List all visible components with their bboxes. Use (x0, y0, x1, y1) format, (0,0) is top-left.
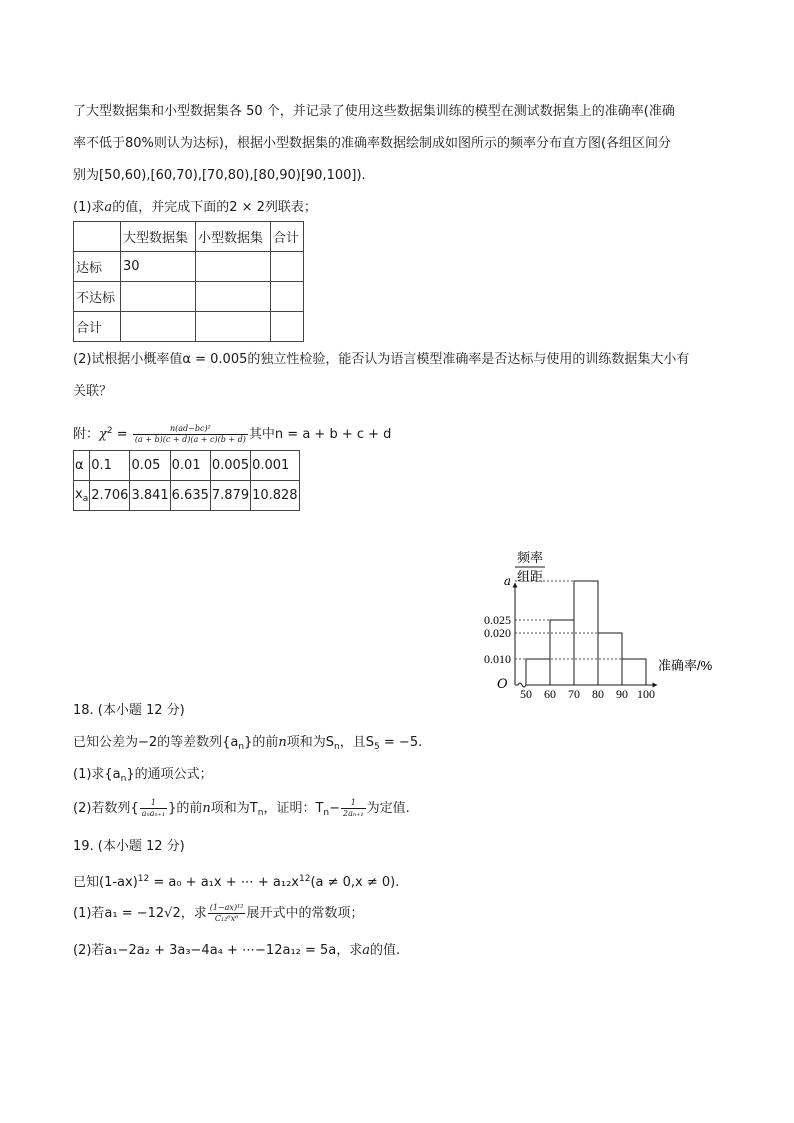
table-cell: 0.01 (170, 451, 210, 481)
table-cell (121, 312, 196, 342)
table-row (74, 312, 304, 342)
q18-text: ，且S (339, 735, 375, 750)
x-tick-label: 80 (592, 687, 604, 698)
histogram-bar (526, 659, 550, 685)
q18-text: 已知公差为−2的等差数列{a (73, 735, 239, 750)
question-1 (73, 200, 317, 216)
question-2-line-1: (2)试根据小概率值α = 0.005的独立性检验，能否认为语言模型准确率是否达标与使用的训练数据集大小有 (73, 352, 690, 367)
question-19-part-1 (73, 903, 364, 925)
critical-value-table (73, 450, 300, 511)
table-cell (271, 282, 304, 312)
q18-p1-text: }的通项公式； (126, 767, 213, 782)
table-cell: 合计 (271, 222, 304, 252)
table-cell: 合计 (74, 312, 121, 342)
q18-text: 项和为S (286, 735, 335, 750)
q1-var: a (104, 200, 113, 215)
chi-symbol: χ (99, 427, 107, 442)
q18-subscript: n (238, 742, 245, 752)
q18-text: = −5. (379, 735, 423, 750)
histogram-bar (598, 633, 622, 685)
histogram-bar (574, 581, 598, 685)
origin-label: O (497, 677, 508, 692)
fraction-denominator: 2aₙ₊₁ (343, 809, 364, 818)
table-row (74, 282, 304, 312)
q18-text: }的前 (244, 735, 279, 750)
formula-denominator: (a + b)(c + d)(a + c)(b + d) (134, 435, 246, 444)
question-19-part-2 (73, 943, 400, 959)
q18-p2-subscript: n (257, 808, 264, 818)
table-cell (271, 252, 304, 282)
q1-suffix: 的值，并完成下面的2 × 2列联表； (112, 200, 317, 215)
q18-p1-subscript: n (120, 774, 127, 784)
q19-text: 已知(1-ax) (73, 875, 138, 890)
q19-p2-variable: a (362, 943, 371, 958)
q18-p2-text: − (329, 801, 341, 816)
table-cell: 0.05 (130, 451, 170, 481)
q19-p2-text: (2)若a₁−2a₂ + 3a₃−4a₄ + ⋯−12a₁₂ = 5a，求 (73, 943, 363, 958)
table-cell (121, 282, 196, 312)
table-cell: 10.828 (251, 481, 300, 511)
table-cell: 大型数据集 (121, 222, 196, 252)
q18-p2-variable: n (202, 801, 211, 816)
q18-subscript: n (334, 742, 340, 752)
q19-p1-text: 展开式中的常数项； (246, 906, 364, 921)
fraction-numerator: (1−ax)¹² (209, 903, 244, 912)
fraction-denominator: C₁₂⁶x⁶ (214, 914, 239, 923)
table-cell: 3.841 (130, 481, 170, 511)
y-tick-labels (484, 574, 511, 666)
q18-p2-text: 为定值. (366, 801, 410, 816)
table-cell (271, 312, 304, 342)
table-row (74, 222, 304, 252)
chi-exponent: 2 (106, 426, 113, 436)
x-tick-label: 70 (568, 687, 580, 698)
formula-prefix: 附： (73, 427, 100, 442)
q18-subscript: 5 (374, 742, 380, 752)
q19-superscript: 12 (298, 874, 311, 884)
question-19-header: 19. (本小题 12 分) (73, 839, 185, 854)
intro-line-2: 率不低于80%则认为达标)，根据小型数据集的准确率数据绘制成如图所示的频率分布直方图(各组区间分 (73, 136, 672, 151)
table-cell: 6.635 (170, 481, 210, 511)
question-19-statement (73, 871, 399, 891)
frequency-histogram (465, 543, 725, 698)
x-axis-label: 准确率/% (658, 658, 713, 673)
table-cell: 30 (121, 252, 196, 282)
q1-prefix: (1)求 (73, 200, 105, 215)
formula-fraction (133, 424, 248, 445)
q18-p2-text: ，证明：T (263, 801, 324, 816)
y-axis-label-numerator: 频率 (516, 550, 544, 565)
table-cell: 不达标 (74, 282, 121, 312)
x-label-sub: a (82, 494, 89, 504)
table-row (74, 481, 300, 511)
q18-p2-fraction (140, 798, 167, 819)
q19-superscript: 12 (137, 874, 150, 884)
question-2-line-2: 关联？ (73, 384, 113, 399)
q19-text: = a₀ + a₁x + ⋯ + a₁₂x (149, 875, 299, 890)
contingency-table (73, 221, 304, 342)
x-tick-label: 100 (637, 687, 655, 698)
q19-p1-fraction (208, 903, 246, 924)
table-cell (196, 312, 271, 342)
formula-suffix: 其中n = a + b + c + d (248, 427, 392, 442)
table-cell: 0.005 (210, 451, 250, 481)
question-18-header: 18. (本小题 12 分) (73, 703, 185, 718)
q19-p2-text: 的值. (370, 943, 401, 958)
table-cell: 0.001 (251, 451, 300, 481)
histogram-bar (622, 659, 646, 685)
q18-p2-subscript: n (323, 808, 330, 818)
x-tick-label: 60 (544, 687, 556, 698)
y-axis-label-denominator: 组距 (516, 569, 544, 584)
q18-p2-text: (2)若数列{ (73, 801, 139, 816)
table-cell (196, 282, 271, 312)
question-18-part-2 (73, 798, 410, 824)
x-tick-label: 50 (520, 687, 532, 698)
table-cell-x-label (74, 481, 90, 511)
table-cell: 0.1 (90, 451, 130, 481)
table-cell: 达标 (74, 252, 121, 282)
x-label: x (75, 487, 83, 502)
fraction-numerator: 1 (140, 798, 167, 809)
q18-p2-text: }的前 (168, 801, 203, 816)
table-cell (74, 222, 121, 252)
q18-p2-fraction-2 (341, 798, 366, 819)
table-cell (196, 252, 271, 282)
q18-p2-text: 项和为T (210, 801, 258, 816)
histogram-bar (550, 620, 574, 685)
table-row (74, 252, 304, 282)
fraction-denominator: aₙaₙ₊₁ (141, 809, 166, 818)
q19-text: (a ≠ 0,x ≠ 0). (310, 875, 400, 890)
y-tick-label: 0.020 (484, 626, 511, 640)
q18-p1-text: (1)求{a (73, 767, 121, 782)
chi-square-formula (73, 420, 391, 446)
table-cell: 7.879 (210, 481, 250, 511)
x-tick-label: 90 (616, 687, 628, 698)
table-row (74, 451, 300, 481)
question-18-part-1 (73, 767, 213, 787)
intro-line-3: 别为[50,60),[60,70),[70,80),[80,90)[90,100]). (73, 168, 366, 183)
y-tick-label: a (503, 574, 511, 588)
question-18-statement (73, 735, 422, 755)
x-tick-labels (520, 687, 655, 698)
table-cell: 2.706 (90, 481, 130, 511)
table-cell: 小型数据集 (196, 222, 271, 252)
y-tick-label: 0.025 (484, 613, 511, 627)
formula-equals: = (112, 427, 132, 442)
fraction-numerator: 1 (341, 798, 366, 809)
y-tick-label: 0.010 (484, 652, 511, 666)
q18-variable: n (278, 735, 287, 750)
table-cell-alpha-label: α (74, 451, 90, 481)
formula-numerator: n(ad−bc)² (133, 424, 248, 435)
q19-p1-text: (1)若a₁ = −12√2，求 (73, 906, 207, 921)
intro-line-1: 了大型数据集和小型数据集各 50 个，并记录了使用这些数据集训练的模型在测试数据集上的准确率(准确 (73, 104, 675, 119)
